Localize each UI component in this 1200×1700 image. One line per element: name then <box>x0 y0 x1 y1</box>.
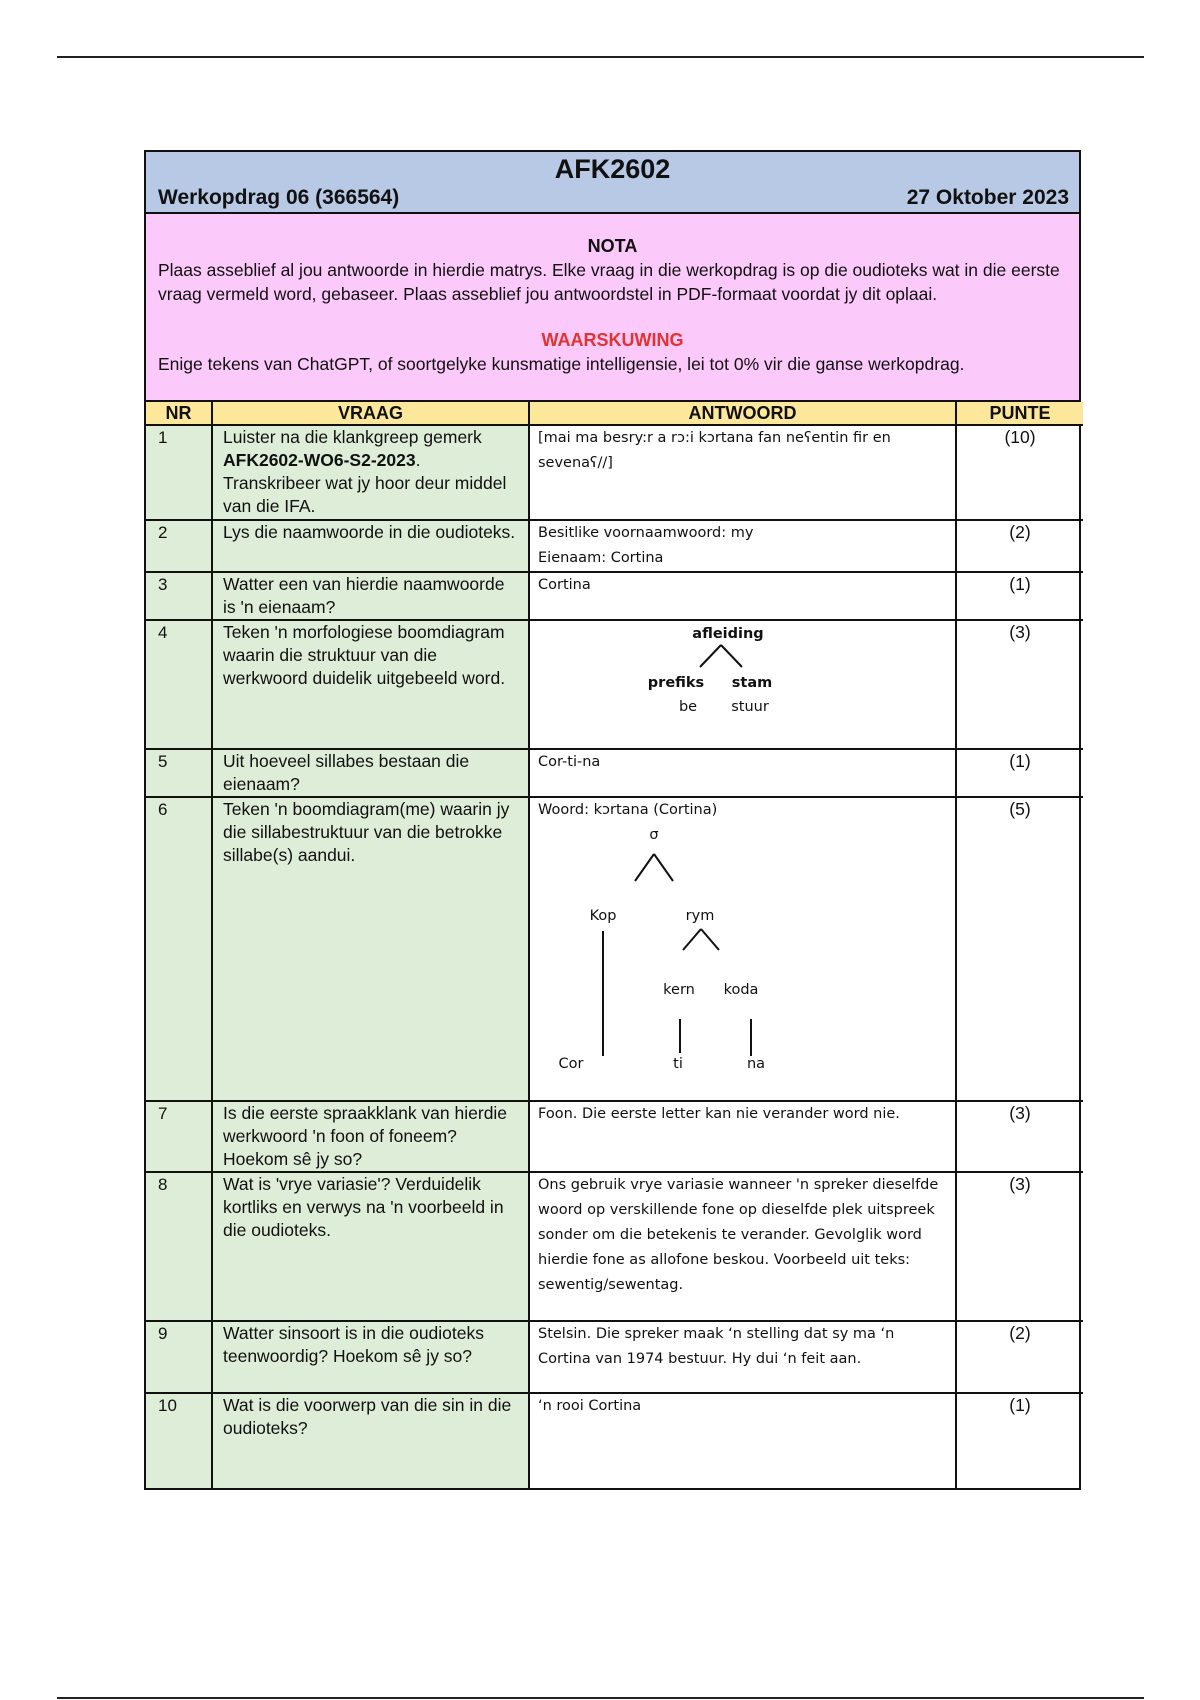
points-cell: (3) <box>956 1172 1083 1321</box>
answer-cell: Cortina <box>529 572 956 620</box>
tree-branch <box>635 854 654 881</box>
top-rule <box>57 56 1144 58</box>
answer-cell <box>529 620 956 749</box>
points-cell: (10) <box>956 425 1083 520</box>
answer-cell: Foon. Die eerste letter kan nie verander word nie. <box>529 1101 956 1172</box>
answer-cell <box>529 520 956 572</box>
points-cell: (1) <box>956 749 1083 797</box>
tree-branch <box>700 645 721 667</box>
row-number: 4 <box>146 620 212 749</box>
module-code: AFK2602 <box>554 154 671 184</box>
row-number: 9 <box>146 1321 212 1393</box>
answer-line: Eienaam: Cortina <box>538 550 664 566</box>
tree-branch <box>683 929 701 950</box>
points-cell: (2) <box>956 1321 1083 1393</box>
answer-cell: Cor-ti-na <box>529 749 956 797</box>
bottom-rule <box>57 1697 1144 1699</box>
question-cell <box>212 425 529 520</box>
row-number: 3 <box>146 572 212 620</box>
question-cell: Is die eerste spraakklank van hierdie werkwoord 'n foon of foneem? Hoekom sê jy so? <box>212 1101 529 1172</box>
warning-text: Enige tekens van ChatGPT, of soortgelyke kunsmatige intelligensie, lei tot 0% vir die ganse werkopdrag. <box>158 354 965 374</box>
row-number: 2 <box>146 520 212 572</box>
tree-syllable-1: Cor <box>558 1056 584 1072</box>
question-cell: Wat is 'vrye variasie'? Verduidelik kortliks en verwys na 'n voorbeeld in die oudioteks. <box>212 1172 529 1321</box>
column-header-nr: NR <box>146 402 212 425</box>
answer-line: Besitlike voornaamwoord: my <box>538 525 754 541</box>
row-number: 5 <box>146 749 212 797</box>
syllable-tree <box>538 823 948 1091</box>
points-cell: (3) <box>956 620 1083 749</box>
points-cell: (3) <box>956 1101 1083 1172</box>
row-number: 6 <box>146 797 212 1101</box>
note-text: Plaas asseblief al jou antwoorde in hierdie matrys. Elke vraag in die werkopdrag is op die oudioteks wat in die eerste vraag vermeld word, gebaseer. Plaas asseblief jou antwoordstel in PDF-formaat voordat jy dit oplaai. <box>158 260 1060 304</box>
due-date: 27 Oktober 2023 <box>906 186 1069 209</box>
table-row <box>146 749 1083 797</box>
table-row <box>146 1101 1083 1172</box>
note-section <box>146 214 1079 402</box>
column-header-question: VRAAG <box>212 402 529 425</box>
question-cell: Watter sinsoort is in die oudioteks teenwoordig? Hoekom sê jy so? <box>212 1321 529 1393</box>
table-row <box>146 572 1083 620</box>
tree-root-label: afleiding <box>692 626 764 642</box>
question-text: Luister na die klankgreep gemerk <box>223 427 482 447</box>
row-number: 8 <box>146 1172 212 1321</box>
tree-stem-value: stuur <box>731 699 769 715</box>
row-number: 7 <box>146 1101 212 1172</box>
tree-nucleus-label: kern <box>663 982 695 998</box>
points-cell: (1) <box>956 1393 1083 1488</box>
question-text: . Transkribeer wat jy hoor deur middel van die IFA. <box>223 450 507 516</box>
assignment-sheet <box>144 150 1081 1490</box>
points-cell: (1) <box>956 572 1083 620</box>
tree-prefix-value: be <box>678 699 698 715</box>
question-cell: Wat is die voorwerp van die sin in die oudioteks? <box>212 1393 529 1488</box>
tree-stem-label: stam <box>731 675 773 691</box>
tree-sigma-label: σ <box>649 827 659 843</box>
tree-coda-label: koda <box>723 982 759 998</box>
audio-clip-code: AFK2602-WO6-S2-2023 <box>223 450 416 470</box>
warning-heading: WAARSKUWING <box>541 330 684 350</box>
table-row <box>146 1393 1083 1488</box>
answer-cell: [mai ma besry:r a rɔ:i kɔrtana fan neʕentin fir en sevenaʕ//] <box>529 425 956 520</box>
question-cell: Teken 'n boomdiagram(me) waarin jy die sillabestruktuur van die betrokke sillabe(s) aandui. <box>212 797 529 1101</box>
question-cell: Uit hoeveel sillabes bestaan die eienaam? <box>212 749 529 797</box>
tree-branch <box>701 929 719 950</box>
answer-cell: Stelsin. Die spreker maak ‘n stelling dat sy ma ‘n Cortina van 1974 bestuur. Hy dui ‘n feit aan. <box>529 1321 956 1393</box>
note-heading: NOTA <box>587 236 638 256</box>
tree-branch <box>654 854 673 881</box>
assignment-title: Werkopdrag 06 (366564) <box>158 186 400 209</box>
table-row <box>146 797 1083 1101</box>
question-cell: Lys die naamwoorde in die oudioteks. <box>212 520 529 572</box>
tree-onset-label: Kop <box>589 908 617 924</box>
answer-cell: ‘n rooi Cortina <box>529 1393 956 1488</box>
points-cell: (5) <box>956 797 1083 1101</box>
answer-cell <box>529 797 956 1101</box>
table-row <box>146 425 1083 520</box>
column-header-answer: ANTWOORD <box>529 402 956 425</box>
sheet-header <box>146 152 1079 214</box>
tree-syllable-3: na <box>746 1056 766 1072</box>
points-cell: (2) <box>956 520 1083 572</box>
tree-branch <box>721 645 742 667</box>
question-cell: Watter een van hierdie naamwoorde is 'n eienaam? <box>212 572 529 620</box>
tree-prefix-label: prefiks <box>647 675 705 691</box>
tree-rhyme-label: rym <box>685 908 715 924</box>
row-number: 10 <box>146 1393 212 1488</box>
row-number: 1 <box>146 425 212 520</box>
table-row <box>146 1172 1083 1321</box>
tree-syllable-2: ti <box>673 1056 683 1072</box>
answer-cell: Ons gebruik vrye variasie wanneer 'n spreker dieselfde woord op verskillende fone op dieselfde plek uitspreek sonder om die betekenis te verander. Gevolglik word hierdie fone as allofone beskou. Voorbeeld uit teks: sewentig/sewentag. <box>529 1172 956 1321</box>
tree-title: Woord: kɔrtana (Cortina) <box>538 802 718 818</box>
morphology-tree <box>538 621 948 739</box>
question-cell: Teken 'n morfologiese boomdiagram waarin die struktuur van die werkwoord duidelik uitgebeeld word. <box>212 620 529 749</box>
table-row <box>146 620 1083 749</box>
answer-table <box>146 402 1083 1488</box>
table-row <box>146 1321 1083 1393</box>
table-row <box>146 520 1083 572</box>
column-header-points: PUNTE <box>956 402 1083 425</box>
